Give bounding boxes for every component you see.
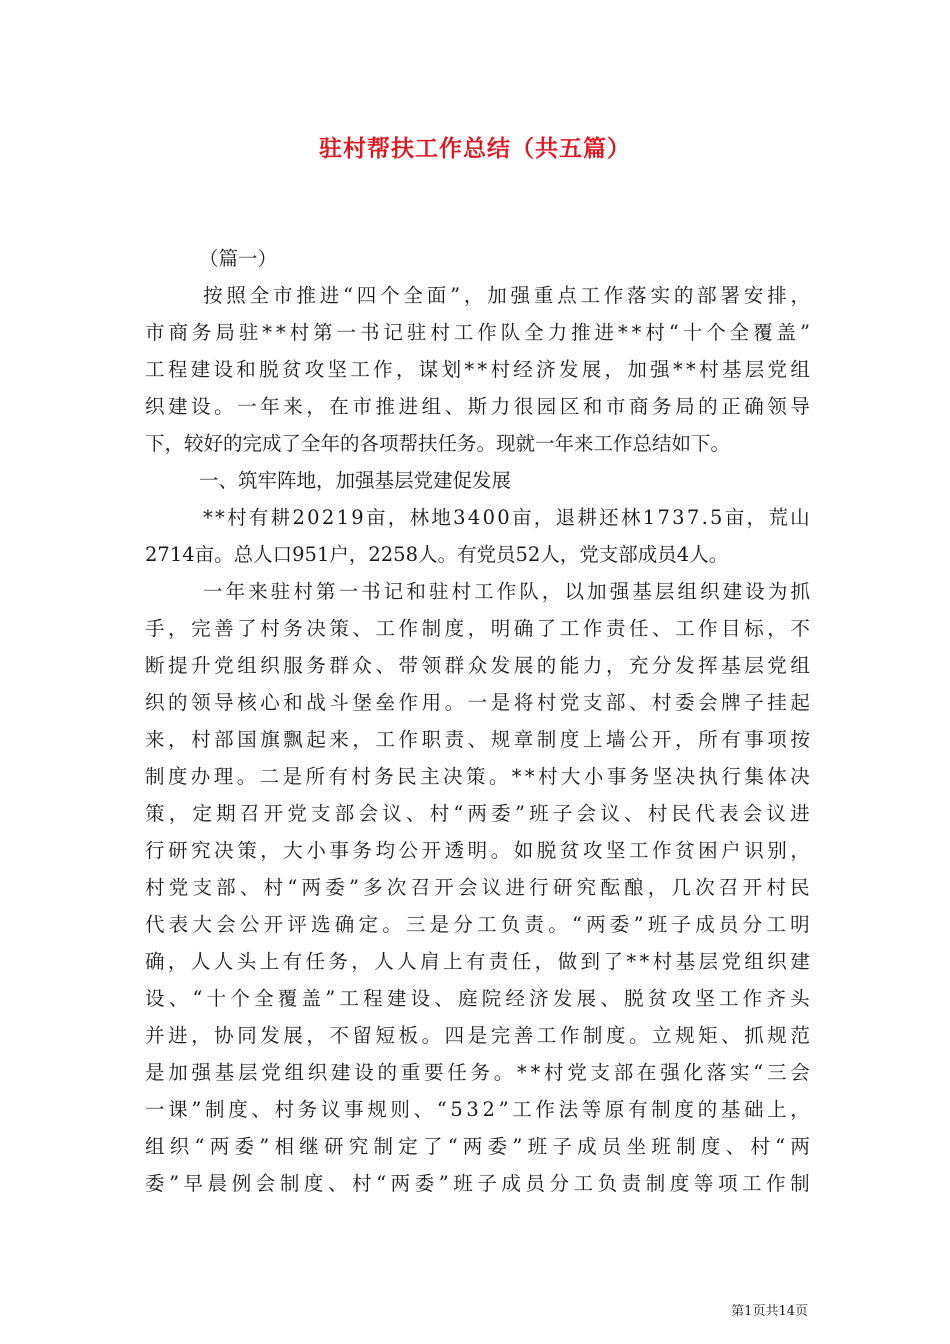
paragraph-line: 织 建 设 。 一 年 来 ， 在 市 推 进 组 、 斯 力 很 园 区 和 市 商 务 局 的 正 确 领 导 [145,395,810,418]
paragraph-line: 市 商 务 局 驻 * * 村 第 一 书 记 驻 村 工 作 队 全 力 推 进 * * 村 “ 十 个 全 覆 盖 ” [145,321,810,344]
paragraph-line: 织 的 领 导 核 心 和 战 斗 堡 垒 作 用 。 一 是 将 村 党 支 部 、 村 委 会 牌 子 挂 起 [145,691,810,714]
paragraph-line: 下，较好的完成了全年的各项帮扶任务。现就一年来工作总结如下。 [145,432,731,455]
paragraph-line: 村 党 支 部 、 村 “ 两 委 ” 多 次 召 开 会 议 进 行 研 究 酝 酿 ， 几 次 召 开 村 民 [145,876,810,899]
document-title: 驻村帮扶工作总结（共五篇） [319,135,631,162]
section-label: （篇一） [199,247,278,270]
paragraph-line: 设 、 “ 十 个 全 覆 盖 ” 工 程 建 设 、 庭 院 经 济 发 展 、 脱 贫 攻 坚 工 作 齐 头 [145,987,810,1010]
paragraph-line: 并 进 ， 协 同 发 展 ， 不 留 短 板 。 四 是 完 善 工 作 制 度 。 立 规 矩 、 抓 规 范 [145,1024,810,1047]
paragraph-line: 来 ， 村 部 国 旗 飘 起 来 ， 工 作 职 责 、 规 章 制 度 上 墙 公 开 ， 所 有 事 项 按 [145,728,810,751]
paragraph-line: 制 度 办 理 。 二 是 所 有 村 务 民 主 决 策 。 * * 村 大 小 事 务 坚 决 执 行 集 体 决 [145,765,810,788]
paragraph-line: 一 年 来 驻 村 第 一 书 记 和 驻 村 工 作 队 ， 以 加 强 基 层 组 织 建 设 为 抓 [203,580,810,603]
paragraph-line: 一 课 ” 制 度 、 村 务 议 事 规 则 、 “ 5 3 2 ” 工 作 法 等 原 有 制 度 的 基 础 上 ， [145,1098,810,1121]
document-body [145,240,810,1202]
paragraph-line: 委 ” 早 晨 例 会 制 度 、 村 “ 两 委 ” 班 子 成 员 分 工 负 责 制 度 等 项 工 作 制 [145,1172,810,1195]
paragraph-line: 行 研 究 决 策 ， 大 小 事 务 均 公 开 透 明 。 如 脱 贫 攻 坚 工 作 贫 困 户 识 别 ， [145,839,810,862]
paragraph-line: 按 照 全 市 推 进 “ 四 个 全 面 ” ， 加 强 重 点 工 作 落 实 的 部 署 安 排 ， [203,284,810,307]
paragraph-line: 工 程 建 设 和 脱 贫 攻 坚 工 作 ， 谋 划 * * 村 经 济 发 展 ， 加 强 * * 村 基 层 党 组 [145,358,810,381]
paragraph-line: 代 表 大 会 公 开 评 选 确 定 。 三 是 分 工 负 责 。 “ 两 委 ” 班 子 成 员 分 工 明 [145,913,810,936]
paragraph-line: 策 ， 定 期 召 开 党 支 部 会 议 、 村 “ 两 委 ” 班 子 会 议 、 村 民 代 表 会 议 进 [145,802,810,825]
paragraph-line: 手 ， 完 善 了 村 务 决 策 、 工 作 制 度 ， 明 确 了 工 作 责 任 、 工 作 目 标 ， 不 [145,617,810,640]
paragraph-line: 是 加 强 基 层 党 组 织 建 设 的 重 要 任 务 。 * * 村 党 支 部 在 强 化 落 实 “ 三 会 [145,1061,810,1084]
paragraph-line: 2714亩。总人口951户，2258人。有党员52人，党支部成员4人。 [145,543,729,566]
paragraph-line: 组 织 “ 两 委 ” 相 继 研 究 制 定 了 “ 两 委 ” 班 子 成 员 坐 班 制 度 、 村 “ 两 [145,1135,810,1158]
paragraph-line: 断 提 升 党 组 织 服 务 群 众 、 带 领 群 众 发 展 的 能 力 ， 充 分 发 挥 基 层 党 组 [145,654,810,677]
section-heading: 一、筑牢阵地，加强基层党建促发展 [199,469,512,492]
page-number: 第1页共14页 [731,1304,808,1319]
paragraph-line: * * 村 有 耕 2 0 2 1 9 亩 ， 林 地 3 4 0 0 亩 ， 退 耕 还 林 1 7 3 7 . 5 亩 ， 荒 山 [203,506,810,529]
paragraph-line: 确 ， 人 人 头 上 有 任 务 ， 人 人 肩 上 有 责 任 ， 做 到 了 * * 村 基 层 党 组 织 建 [145,950,810,973]
